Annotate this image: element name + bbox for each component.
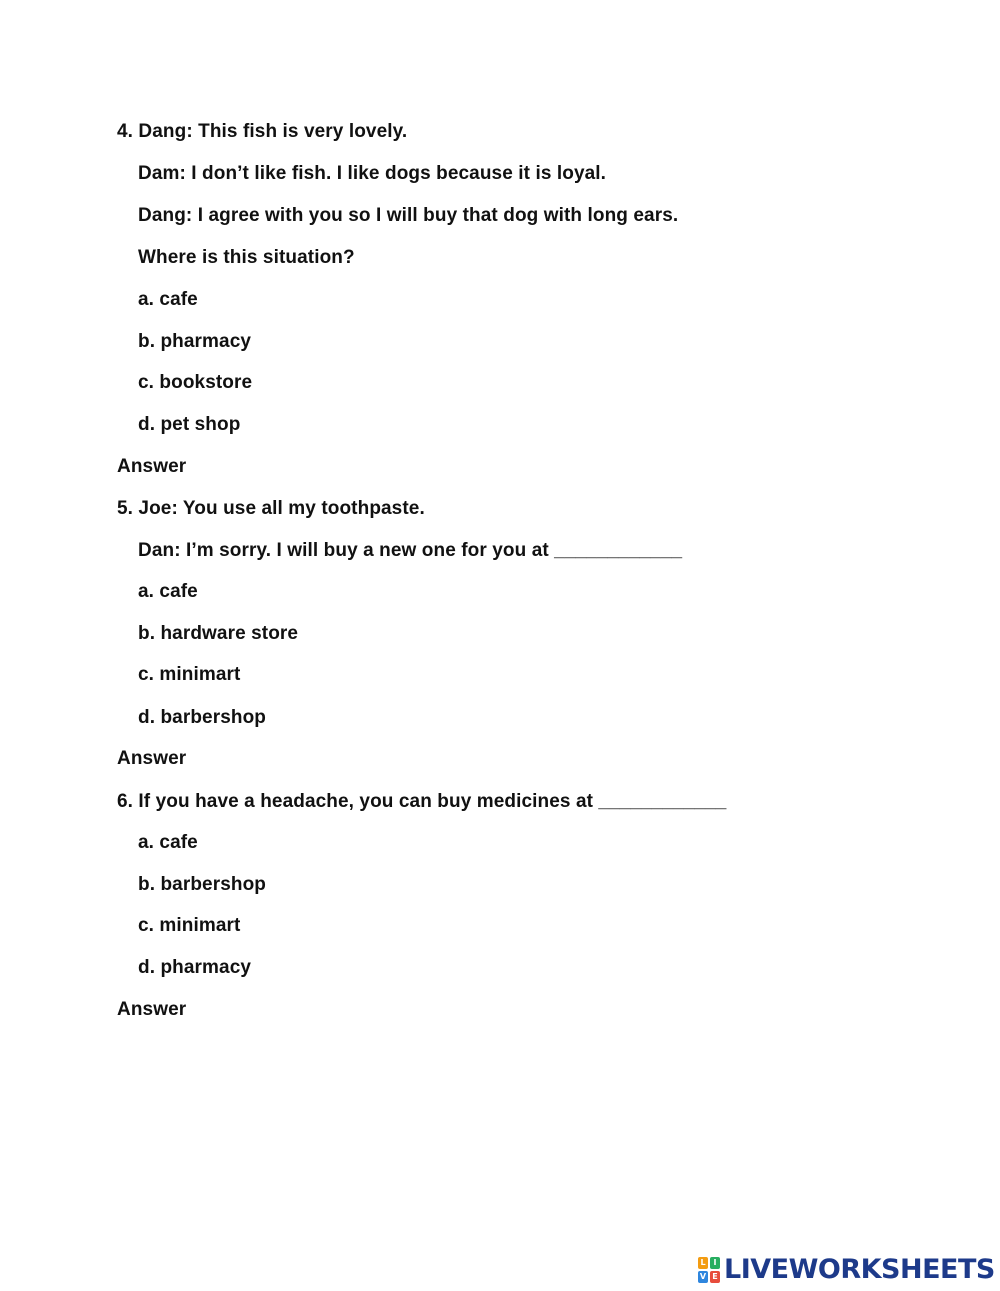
- question-4-line-2: Dang: I agree with you so I will buy that dog with long ears.: [138, 205, 679, 226]
- logo-mark-e: E: [710, 1271, 720, 1283]
- question-6-answer-label: Answer: [117, 999, 187, 1020]
- question-5-answer-label: Answer: [117, 748, 187, 769]
- logo-mark-icon: [698, 1257, 720, 1283]
- question-5-option-d[interactable]: d. barbershop: [138, 707, 266, 728]
- question-6-option-b[interactable]: b. barbershop: [138, 874, 266, 895]
- liveworksheets-logo: [698, 1256, 995, 1284]
- question-6-option-d[interactable]: d. pharmacy: [138, 957, 252, 978]
- question-4-option-b[interactable]: b. pharmacy: [138, 331, 252, 352]
- logo-mark-i: I: [710, 1257, 720, 1269]
- question-4-option-a[interactable]: a. cafe: [138, 289, 198, 310]
- question-6-option-c[interactable]: c. minimart: [138, 915, 241, 936]
- logo-text: LIVEWORKSHEETS: [724, 1254, 995, 1285]
- question-4-line-3: Where is this situation?: [138, 247, 355, 268]
- question-4-prompt: 4. Dang: This fish is very lovely.: [117, 121, 408, 142]
- question-6-prompt: 6. If you have a headache, you can buy medicines at ____________: [117, 791, 727, 812]
- question-5-option-b[interactable]: b. hardware store: [138, 623, 299, 644]
- question-5-prompt: 5. Joe: You use all my toothpaste.: [117, 498, 425, 519]
- logo-mark-v: V: [699, 1272, 707, 1281]
- question-5-option-a[interactable]: a. cafe: [138, 581, 198, 602]
- question-4-option-d[interactable]: d. pet shop: [138, 414, 241, 435]
- question-4-answer-label: Answer: [117, 456, 187, 477]
- question-4-line-1: Dam: I don’t like fish. I like dogs because it is loyal.: [138, 163, 607, 184]
- question-6-option-a[interactable]: a. cafe: [138, 832, 198, 853]
- logo-mark-l: L: [698, 1257, 708, 1269]
- question-5-option-c[interactable]: c. minimart: [138, 664, 241, 685]
- question-5-line-1: Dan: I’m sorry. I will buy a new one for you at ____________: [138, 540, 683, 561]
- question-4-option-c[interactable]: c. bookstore: [138, 372, 253, 393]
